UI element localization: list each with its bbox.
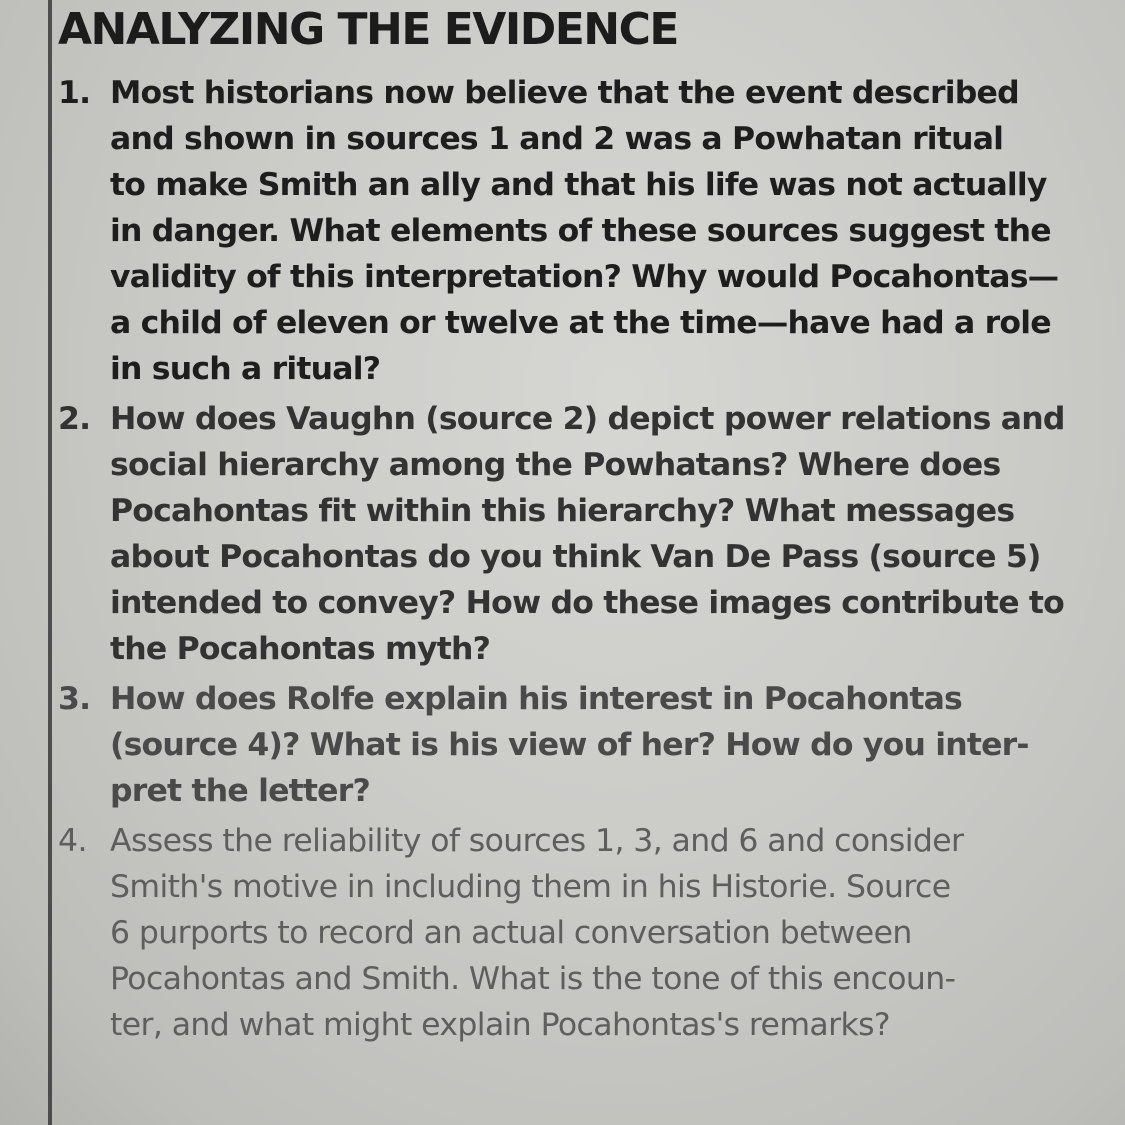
question-line: social hierarchy among the Powhatans? Where does — [110, 447, 1001, 483]
question-line: (source 4)? What is his view of her? How do you inter- — [110, 727, 1029, 763]
question-line: Pocahontas and Smith. What is the tone of this encoun- — [110, 961, 956, 997]
question-line: How does Vaughn (source 2) depict power relations and — [110, 401, 1065, 437]
section-heading: ANALYZING THE EVIDENCE — [58, 4, 678, 55]
question-line: How does Rolfe explain his interest in Pocahontas — [110, 681, 962, 717]
question-number: 4. — [58, 823, 87, 859]
question-number: 1. — [58, 75, 91, 111]
question-line: validity of this interpretation? Why would Pocahontas— — [110, 259, 1059, 295]
question-line: 6 purports to record an actual conversation between — [110, 915, 912, 951]
question-line: about Pocahontas do you think Van De Pass (source 5) — [110, 539, 1041, 575]
question-4 — [58, 818, 1058, 1048]
question-line: intended to convey? How do these images contribute to — [110, 585, 1065, 621]
question-line: Most historians now believe that the event described — [110, 75, 1019, 111]
question-line: Pocahontas fit within this hierarchy? What messages — [110, 493, 1015, 529]
question-line: Assess the reliability of sources 1, 3, and 6 and consider — [110, 823, 964, 859]
question-line: a child of eleven or twelve at the time—have had a role — [110, 305, 1051, 341]
margin-rule — [48, 0, 52, 1125]
question-number: 2. — [58, 401, 91, 437]
question-line: in danger. What elements of these sources suggest the — [110, 213, 1051, 249]
question-number: 3. — [58, 681, 91, 717]
question-line: pret the letter? — [110, 773, 370, 809]
question-2 — [58, 396, 1065, 672]
question-line: in such a ritual? — [110, 351, 381, 387]
question-line: the Pocahontas myth? — [110, 631, 491, 667]
question-line: and shown in sources 1 and 2 was a Powhatan ritual — [110, 121, 1004, 157]
question-line: Smith's motive in including them in his Historie. Source — [110, 869, 951, 905]
question-1 — [58, 70, 1058, 392]
question-line: ter, and what might explain Pocahontas's remarks? — [110, 1007, 891, 1043]
question-3 — [58, 676, 1058, 814]
question-list — [58, 70, 1065, 1048]
question-line: to make Smith an ally and that his life was not actually — [110, 167, 1047, 203]
